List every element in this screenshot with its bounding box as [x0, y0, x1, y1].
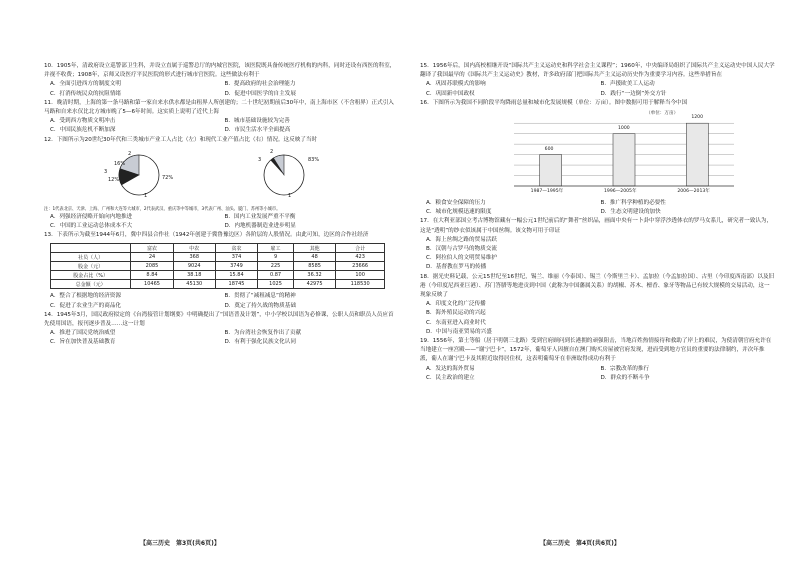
- option-d: D．市民生活水平全面提高: [224, 127, 291, 134]
- option-a: A．印度文化的广泛传播: [426, 301, 486, 308]
- option-c: C．阿拉伯人的文明贸易维护: [426, 255, 498, 262]
- pie-right: [264, 155, 304, 195]
- question-stem: 13．下表所示为截至1944年6月，冀中四县合作社（1942年创建于冀鲁豫边区）各阶层的人股情况。由此可知，边区的合作社经济: [44, 232, 369, 239]
- pie-figure: [44, 147, 399, 203]
- bar-chart: [420, 110, 760, 196]
- question-18: [420, 273, 775, 337]
- pie-right-label-1: 1: [288, 192, 292, 199]
- table-cell: 股金占比（%）: [51, 271, 131, 280]
- pie-right-label-3: 3: [258, 156, 262, 163]
- table-cell: 2085: [131, 262, 173, 271]
- option-a: A．发达的海外贸易: [426, 365, 475, 372]
- option-c: C．促进了农业生产的商品化: [50, 302, 122, 309]
- option-d: D．基督教在罗马的传播: [426, 264, 487, 271]
- bar-3: [686, 123, 708, 186]
- table-cell: 1025: [258, 280, 294, 289]
- option-c: C．城市化规模迅速的限度: [426, 209, 492, 216]
- table-cell: 社员（人）: [51, 253, 131, 262]
- bar-value-label: 1000: [618, 125, 630, 131]
- option-b: B．提高政府的社会治理能力: [224, 81, 296, 88]
- pie-left-label-2: 2: [128, 150, 132, 157]
- option-a: A．列强经济侵略开始向内地推进: [50, 213, 133, 220]
- option-c: C．东南亚进入商业时代: [426, 319, 486, 326]
- cooperative-table: [50, 243, 385, 289]
- question-stem: 17．在大利亚部国立考古博物馆藏有一幅公元1世纪前后的“舞者”丝织品，画面中央有一卜卦中穿浮沙透体衣的罗马女系儿，研究者一致认为，这是“透明”的纱衣似该属于中国丝绸。该文物可用于印证: [420, 218, 773, 234]
- pie-charts: [44, 147, 384, 203]
- table-row: [51, 262, 385, 271]
- pie-right-pct-1: 83%: [308, 156, 320, 163]
- table-cell: 9: [258, 253, 294, 262]
- table-cell: 42975: [293, 280, 335, 289]
- question-stem: 10．1905年，清政府设立巡警部卫生科，并设立直属于巡警总厅的内城官医院，该医院既具备传统医疗机构的内科，同时还设有西医的科室，并视不收费；1908年，京师又设医疗平民医院的形式进行城市官医院。这些做法有利于: [44, 63, 396, 79]
- question-stem: 15．1956年后，国内高校相继开设“国际共产主义运动史和科学社会主义课程”；1960年，中央编译局组织了国际共产主义运动史中国人民大学翻译了我国最早的《国际共产主义运动史》教材，许多政府部门把国际共产主义运动历史作为重要学习内容。这些举措旨在: [420, 63, 775, 79]
- option-c: C．巩固新中国政权: [426, 90, 475, 97]
- option-b: B．贯彻了“减租减息”的精神: [224, 293, 296, 300]
- table-cell: 8.84: [131, 271, 173, 280]
- table-cell: 24: [131, 253, 173, 262]
- options: [420, 236, 775, 273]
- option-b: B．推广科学种植的必要性: [600, 200, 666, 207]
- table-header: [51, 244, 131, 253]
- options: [44, 292, 399, 310]
- bar-chart-figure: [420, 110, 775, 196]
- option-d: D．群众的不断斗争: [600, 374, 650, 381]
- table-header-row: [51, 244, 385, 253]
- pie-left-pct-1: 72%: [162, 174, 174, 181]
- table-cell: 374: [215, 253, 257, 262]
- option-c: C．打消传统民众的抗阻情绪: [50, 90, 122, 97]
- table-cell: 3749: [215, 262, 257, 271]
- question-11: [44, 99, 399, 136]
- table-cell: 18745: [215, 280, 257, 289]
- option-b: B．城市基础设施较为完善: [224, 118, 290, 125]
- pie-left-pct-2: 16%: [114, 160, 126, 167]
- option-c: C．中国的工业运动总体成本不大: [50, 223, 133, 230]
- option-b: B．为台湾社会恢复作出了贡献: [224, 330, 302, 337]
- table-cell: 0.87: [258, 271, 294, 280]
- question-stem: 14．1945年3月，国民政府拟定的《台湾接管计划纲要》中明确提出了“国语普及计划”，中小学校以国语为必修课，公职人员和职员人员应首先使用国语，报刊逐步普及……这一计划: [44, 311, 394, 328]
- options: [420, 80, 775, 98]
- question-stem: 12．下图所示为20世纪30年代和三类城市产业工人占比（左）和现代工业产值占比（右）情况。这反映了当时: [44, 136, 318, 143]
- options: [44, 213, 399, 231]
- option-d: D．有利于强化民族文化认同: [224, 339, 296, 346]
- options: [420, 365, 775, 383]
- option-a: A．整合了根据地的经济资源: [50, 293, 121, 300]
- option-a: A．巩固苏联模式的影响: [426, 81, 486, 88]
- option-b: B．声援欧美工人运动: [600, 81, 655, 88]
- pie-left-label-3: 3: [104, 168, 108, 175]
- table-cell: 23666: [336, 262, 385, 271]
- table-row: [51, 253, 385, 262]
- bar-category-label: 1996—2005年: [604, 189, 637, 195]
- bar-category-label: 1987—1995年: [530, 189, 564, 195]
- figure-caption: 注：1代表北京、天津、上海、广州和大连等大城市，2代表武汉、重庆等中等城市，3代表广州、汕头、厦门、苏州等小城市。: [44, 206, 281, 212]
- pie-left-pct-3: 12%: [108, 176, 120, 183]
- table-row: [51, 280, 385, 289]
- table-cell: 10465: [131, 280, 173, 289]
- table-header: 贫农: [215, 244, 257, 253]
- bar-2: [613, 134, 635, 186]
- question-stem: 11．晚清时期，上海的第一条马路和第一家自来水供水都是由租界人所创建的；二十世纪初期前后30年中，南上海市区（不含租界）正式引入马路和自来水仅比北方城市晚了5—6年时间。这实质上说明了近代上海: [44, 99, 394, 116]
- option-a: A．粮食安全保障的压力: [426, 200, 486, 207]
- question-stem: 16．下图所示为我国不同阶段平均降雨总量和城市化发展规模（单位：万亩）。图中数据可用于解释当今中国: [420, 99, 688, 106]
- question-10: [44, 62, 399, 99]
- table-header: 其他: [293, 244, 335, 253]
- table-cell: 368: [173, 253, 215, 262]
- table-cell: 45130: [173, 280, 215, 289]
- table-cell: 100: [336, 271, 385, 280]
- option-d: D．奠定了持久战的物质基础: [224, 302, 296, 309]
- question-stem: 18．据光史料记载，公元15世纪至16世纪，锡兰、维丽（今泰国）、锡兰（今斯里兰卡）、孟加拉（今孟加拉国）、古里（今印度西南部）以及旧港（今印度尼西亚巨港）、苏门答腊等地进贡到中国（此称为中国藩属关系）的胡椒、苏木、檀香、象牙等物品已有较大规模的交易活动，这一现象反映了: [420, 273, 775, 299]
- table-cell: 423: [336, 253, 385, 262]
- option-a: A．受到西方物质文明冲击: [50, 118, 116, 125]
- options: [420, 199, 775, 217]
- page-right: [420, 62, 775, 502]
- chart-unit: （单位：万亩）: [646, 111, 679, 117]
- pie-right-label-2: 2: [270, 148, 274, 155]
- table-cell: 8585: [293, 262, 335, 271]
- option-d: D．促进中国医学的自主发展: [224, 90, 296, 97]
- question-15: [420, 62, 775, 99]
- option-d: D．生态文明建设的加快: [600, 209, 661, 216]
- option-b: B．宗教改革的推行: [600, 365, 650, 372]
- option-b: B．国内工业发展严重不平衡: [224, 213, 296, 220]
- option-b: B．汉朝与古罗马的物质交流: [426, 246, 497, 253]
- question-13: [44, 231, 399, 311]
- option-d: D．中国与南亚贸易的兴盛: [426, 328, 492, 335]
- table-cell: 股金（元）: [51, 262, 131, 271]
- option-d: D．内地机器制造业进步明显: [224, 223, 296, 230]
- table-header: 合计: [336, 244, 385, 253]
- question-17: [420, 217, 775, 272]
- question-16: [420, 99, 775, 218]
- table-header: 雇工: [258, 244, 294, 253]
- question-stem: 19．1556年，第土等船（居于明朝三北路）受到官府顾问到长港拥的顽强阻击，当地百姓热情接待和救助了岸上的难民，为使清朝官府允许在当地建立一座宫殿——“谢宁巴卡”，1572年，葡萄牙人因擅自在澳门购买房屋被官府发现，进而受到地方官员的重要的法律制约，并次年推派，葡人在谢宁巴卡及其附近取得居住权，这表明葡萄牙在非洲取得成功有利于: [420, 338, 772, 363]
- question-12: [44, 136, 399, 232]
- options: [44, 329, 399, 347]
- table-header: 中农: [173, 244, 215, 253]
- question-14: [44, 311, 399, 348]
- table-cell: 总金额（元）: [51, 280, 131, 289]
- option-a: A．海上丝绸之路的贸易活跃: [426, 236, 497, 243]
- table-cell: 15.84: [215, 271, 257, 280]
- table-cell: 225: [258, 262, 294, 271]
- table-cell: 9024: [173, 262, 215, 271]
- table-row: [51, 271, 385, 280]
- option-c: C．旨在加快普及基础教育: [50, 339, 116, 346]
- option-d: D．践行“一边倒”外交方针: [600, 90, 667, 97]
- table-cell: 48: [293, 253, 335, 262]
- table-header: 富农: [131, 244, 173, 253]
- table-cell: 36.32: [293, 271, 335, 280]
- page-footer-left: 【高三历史 第3页(共6页)】: [140, 540, 220, 547]
- pie-left-label-1: 1: [144, 192, 148, 199]
- option-c: C．民主政治的建立: [426, 374, 475, 381]
- options: [44, 117, 399, 135]
- table-cell: 118530: [336, 280, 385, 289]
- bar-1: [540, 155, 562, 186]
- option-c: C．中国民族危机不断加深: [50, 127, 116, 134]
- bar-value-label: 1200: [691, 115, 704, 121]
- question-19: [420, 337, 775, 383]
- option-a: A．全面引进西方的制度文明: [50, 81, 121, 88]
- bar-category-label: 2006—2013年: [677, 189, 710, 195]
- table-cell: 38.18: [173, 271, 215, 280]
- option-b: B．海外殖民运动的兴起: [426, 310, 486, 317]
- options: [420, 300, 775, 337]
- bar-value-label: 600: [544, 146, 554, 152]
- page-left: [44, 62, 399, 502]
- page-footer-right: 【高三历史 第4页(共6页)】: [540, 540, 620, 547]
- options: [44, 80, 399, 98]
- option-a: A．推进了国民党统治威望: [50, 330, 116, 337]
